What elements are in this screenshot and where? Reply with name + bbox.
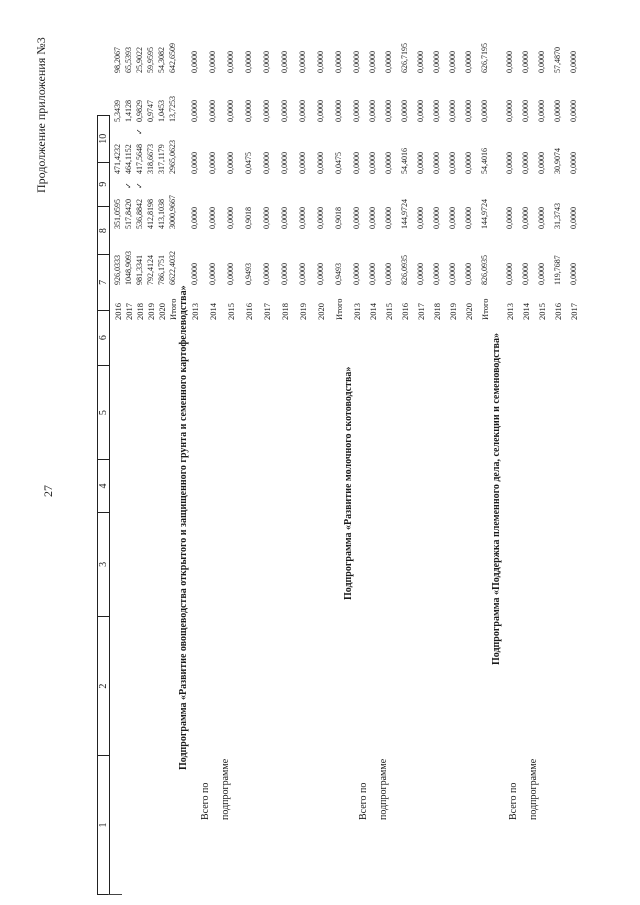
value-cell: 13,7253 (168, 96, 177, 122)
value-cell: 0,0000 (190, 51, 199, 73)
value-cell: 0,0000 (280, 263, 289, 285)
value-cell: 0,0475 (334, 152, 343, 174)
value-cell: 0,0000 (384, 100, 393, 122)
value-cell: 0,0000 (569, 152, 578, 174)
value-cell: 0,0000 (262, 263, 271, 285)
value-cell: 0,0000 (505, 100, 514, 122)
value-cell: 0,0000 (280, 152, 289, 174)
value-cell: 0,0000 (384, 152, 393, 174)
value-cell: 0,0000 (298, 207, 307, 229)
year-cell: 2018 (135, 303, 145, 320)
value-cell: 517,8420 (124, 199, 133, 229)
value-cell: 0,0000 (316, 152, 325, 174)
value-cell: 0,0000 (298, 152, 307, 174)
year-cell: 2017 (124, 303, 134, 320)
value-cell: 0,0000 (352, 263, 361, 285)
appendix-title: Продолжение приложения №3 (34, 37, 48, 193)
year-cell: 2020 (464, 303, 474, 320)
value-cell: 0,0000 (208, 51, 217, 73)
total-label: Всего по (358, 782, 369, 820)
value-cell: 5,3439 (113, 100, 122, 122)
column-header: 9 (98, 162, 110, 206)
year-cell: Итого (168, 298, 178, 320)
value-cell: 0,0000 (416, 207, 425, 229)
value-cell: 926,0333 (113, 255, 122, 285)
value-cell: 0,0000 (464, 152, 473, 174)
column-header: 5 (98, 365, 110, 460)
value-cell: 464,1152 (124, 144, 133, 174)
value-cell: 65,5393 (124, 47, 133, 73)
year-cell: 2018 (280, 303, 290, 320)
value-cell: 0,0000 (368, 207, 377, 229)
value-cell: 0,0000 (505, 263, 514, 285)
value-cell: 0,0000 (262, 152, 271, 174)
value-cell: 536,8842 (135, 199, 144, 229)
value-cell: 0,0000 (352, 207, 361, 229)
value-cell: 0,0000 (190, 263, 199, 285)
value-cell: 0,0000 (226, 207, 235, 229)
value-cell: 0,0000 (464, 51, 473, 73)
total-label: подпрограмме (528, 758, 539, 820)
value-cell: 786,1751 (157, 255, 166, 285)
page-number: 27 (41, 485, 55, 497)
value-cell: 0,0000 (298, 100, 307, 122)
value-cell: 0,0000 (316, 51, 325, 73)
value-cell: 0,0000 (416, 100, 425, 122)
value-cell: 412,8198 (146, 199, 155, 229)
value-cell: 0,0000 (537, 51, 546, 73)
value-cell: 413,1038 (157, 199, 166, 229)
column-header: 2 (98, 617, 110, 756)
value-cell: 0,0000 (280, 207, 289, 229)
value-cell: 0,9493 (334, 263, 343, 285)
value-cell: 0,9018 (334, 207, 343, 229)
value-cell: 1,4128 (124, 100, 133, 122)
value-cell: 98,2067 (113, 47, 122, 73)
value-cell: 54,3082 (157, 47, 166, 73)
subprogram-title: Подпрограмма «Развитие молочного скотоводства» (343, 366, 354, 600)
value-cell: 0,0000 (280, 100, 289, 122)
column-header: 4 (98, 460, 110, 512)
value-cell: 54,4016 (400, 148, 409, 174)
year-cell: Итого (334, 298, 344, 320)
year-cell: 2015 (226, 303, 236, 320)
value-cell: 3000,9667 (168, 195, 177, 229)
value-cell: 0,0000 (334, 51, 343, 73)
value-cell: 0,0000 (334, 100, 343, 122)
subprogram-title: Подпрограмма «Развитие овощеводства открытого и защищенного грунта и семенного картофелеводства» (178, 285, 189, 770)
value-cell: 0,0000 (190, 152, 199, 174)
value-cell: 0,0000 (432, 51, 441, 73)
value-cell: 981,3341 (135, 255, 144, 285)
year-cell: 2013 (505, 303, 515, 320)
value-cell: 0,0000 (316, 263, 325, 285)
value-cell: 0,0000 (448, 100, 457, 122)
value-cell: 0,9829 (135, 100, 144, 122)
column-header: 1 (98, 756, 110, 895)
year-cell: 2020 (157, 303, 167, 320)
value-cell: 0,0000 (316, 207, 325, 229)
value-cell: 0,0000 (569, 51, 578, 73)
value-cell: 0,0000 (416, 263, 425, 285)
column-header-row (97, 115, 110, 895)
value-cell: 0,0000 (537, 207, 546, 229)
value-cell: 0,0000 (521, 207, 530, 229)
total-label: Всего по (508, 782, 519, 820)
table-border (108, 894, 122, 895)
year-cell: 2013 (190, 303, 200, 320)
column-header: 10 (98, 116, 110, 163)
value-cell: 0,0000 (352, 152, 361, 174)
value-cell: 0,0000 (448, 152, 457, 174)
value-cell: 0,0000 (448, 51, 457, 73)
value-cell: 0,0000 (416, 51, 425, 73)
value-cell: 0,0000 (384, 207, 393, 229)
value-cell: 144,9724 (400, 199, 409, 229)
value-cell: 0,0000 (464, 207, 473, 229)
value-cell: 0,9018 (244, 207, 253, 229)
value-cell: 0,0000 (569, 207, 578, 229)
value-cell: 0,0000 (226, 51, 235, 73)
column-header: 7 (98, 255, 110, 310)
value-cell: 57,4870 (553, 47, 562, 73)
value-cell: 0,0000 (368, 263, 377, 285)
value-cell: 0,0000 (190, 207, 199, 229)
year-cell: 2016 (553, 303, 563, 320)
value-cell: 31,3743 (553, 203, 562, 229)
check-mark: ✓ (135, 128, 144, 135)
value-cell: 0,0000 (432, 152, 441, 174)
value-cell: 6622,4032 (168, 251, 177, 285)
value-cell: 0,0000 (553, 100, 562, 122)
year-cell: 2017 (262, 303, 272, 320)
value-cell: 30,9074 (553, 148, 562, 174)
total-label: подпрограмме (220, 758, 231, 820)
column-header: 8 (98, 206, 110, 254)
value-cell: 0,0000 (521, 100, 530, 122)
subprogram-title: Подпрограмма «Поддержка племенного дела, селекции и семеноводства» (491, 333, 502, 665)
value-cell: 0,0000 (521, 152, 530, 174)
value-cell: 0,0000 (208, 263, 217, 285)
value-cell: 826,0935 (400, 255, 409, 285)
year-cell: 2015 (384, 303, 394, 320)
value-cell: 0,0475 (244, 152, 253, 174)
value-cell: 0,0000 (521, 51, 530, 73)
value-cell: 119,7687 (553, 255, 562, 285)
value-cell: 54,4016 (480, 148, 489, 174)
value-cell: 25,9022 (135, 47, 144, 73)
value-cell: 0,0000 (505, 207, 514, 229)
value-cell: 0,0000 (448, 263, 457, 285)
value-cell: 0,0000 (521, 263, 530, 285)
value-cell: 0,0000 (316, 100, 325, 122)
year-cell: 2014 (208, 303, 218, 320)
value-cell: 0,0000 (505, 152, 514, 174)
value-cell: 0,0000 (400, 100, 409, 122)
value-cell: 0,0000 (432, 263, 441, 285)
value-cell: 0,0000 (537, 100, 546, 122)
value-cell: 0,0000 (226, 263, 235, 285)
year-cell: 2020 (316, 303, 326, 320)
year-cell: 2014 (521, 303, 531, 320)
year-cell: Итого (480, 298, 490, 320)
year-cell: 2019 (448, 303, 458, 320)
value-cell: 0,0000 (368, 100, 377, 122)
value-cell: 0,0000 (352, 100, 361, 122)
value-cell: 0,0000 (384, 263, 393, 285)
check-mark: ✓ (135, 182, 144, 189)
value-cell: 317,1179 (157, 144, 166, 174)
value-cell: 0,0000 (537, 263, 546, 285)
value-cell: 471,4232 (113, 144, 122, 174)
year-cell: 2019 (298, 303, 308, 320)
year-cell: 2016 (113, 303, 123, 320)
value-cell: 0,0000 (569, 263, 578, 285)
value-cell: 0,0000 (190, 100, 199, 122)
value-cell: 0,0000 (432, 207, 441, 229)
year-cell: 2016 (400, 303, 410, 320)
value-cell: 0,0000 (208, 100, 217, 122)
value-cell: 0,9747 (146, 100, 155, 122)
value-cell: 826,0935 (480, 255, 489, 285)
value-cell: 0,0000 (505, 51, 514, 73)
year-cell: 2013 (352, 303, 362, 320)
value-cell: 144,9724 (480, 199, 489, 229)
value-cell: 351,0595 (113, 199, 122, 229)
value-cell: 0,0000 (208, 207, 217, 229)
year-cell: 2015 (537, 303, 547, 320)
value-cell: 0,0000 (226, 100, 235, 122)
column-header: 3 (98, 512, 110, 616)
value-cell: 0,0000 (368, 51, 377, 73)
year-cell: 2018 (432, 303, 442, 320)
value-cell: 0,0000 (352, 51, 361, 73)
check-mark: ✓ (124, 182, 133, 189)
value-cell: 0,0000 (262, 207, 271, 229)
year-cell: 2019 (146, 303, 156, 320)
year-cell: 2017 (569, 303, 579, 320)
year-cell: 2016 (244, 303, 254, 320)
value-cell: 0,0000 (569, 100, 578, 122)
value-cell: 0,0000 (226, 152, 235, 174)
value-cell: 792,4124 (146, 255, 155, 285)
value-cell: 318,6673 (146, 144, 155, 174)
total-label: Всего по (200, 782, 211, 820)
value-cell: 0,0000 (262, 51, 271, 73)
value-cell: 0,0000 (298, 263, 307, 285)
value-cell: 1,0453 (157, 100, 166, 122)
value-cell: 0,0000 (448, 207, 457, 229)
value-cell: 642,6509 (168, 43, 177, 73)
value-cell: 0,0000 (384, 51, 393, 73)
value-cell: 0,0000 (464, 100, 473, 122)
value-cell: 0,0000 (464, 263, 473, 285)
year-cell: 2017 (416, 303, 426, 320)
value-cell: 0,0000 (244, 51, 253, 73)
value-cell: 59,9595 (146, 47, 155, 73)
value-cell: 0,0000 (280, 51, 289, 73)
value-cell: 0,0000 (416, 152, 425, 174)
value-cell: 1048,9093 (124, 251, 133, 285)
value-cell: 626,7195 (480, 43, 489, 73)
total-label: подпрограмме (378, 758, 389, 820)
year-cell: 2014 (368, 303, 378, 320)
value-cell: 0,9493 (244, 263, 253, 285)
value-cell: 0,0000 (208, 152, 217, 174)
value-cell: 0,0000 (480, 100, 489, 122)
value-cell: 0,0000 (537, 152, 546, 174)
value-cell: 0,0000 (368, 152, 377, 174)
value-cell: 0,0000 (298, 51, 307, 73)
value-cell: 417,5648 (135, 144, 144, 174)
column-header: 6 (98, 310, 110, 365)
value-cell: 0,0000 (432, 100, 441, 122)
value-cell: 0,0000 (244, 100, 253, 122)
value-cell: 626,7195 (400, 43, 409, 73)
value-cell: 2965,0623 (168, 140, 177, 174)
value-cell: 0,0000 (262, 100, 271, 122)
